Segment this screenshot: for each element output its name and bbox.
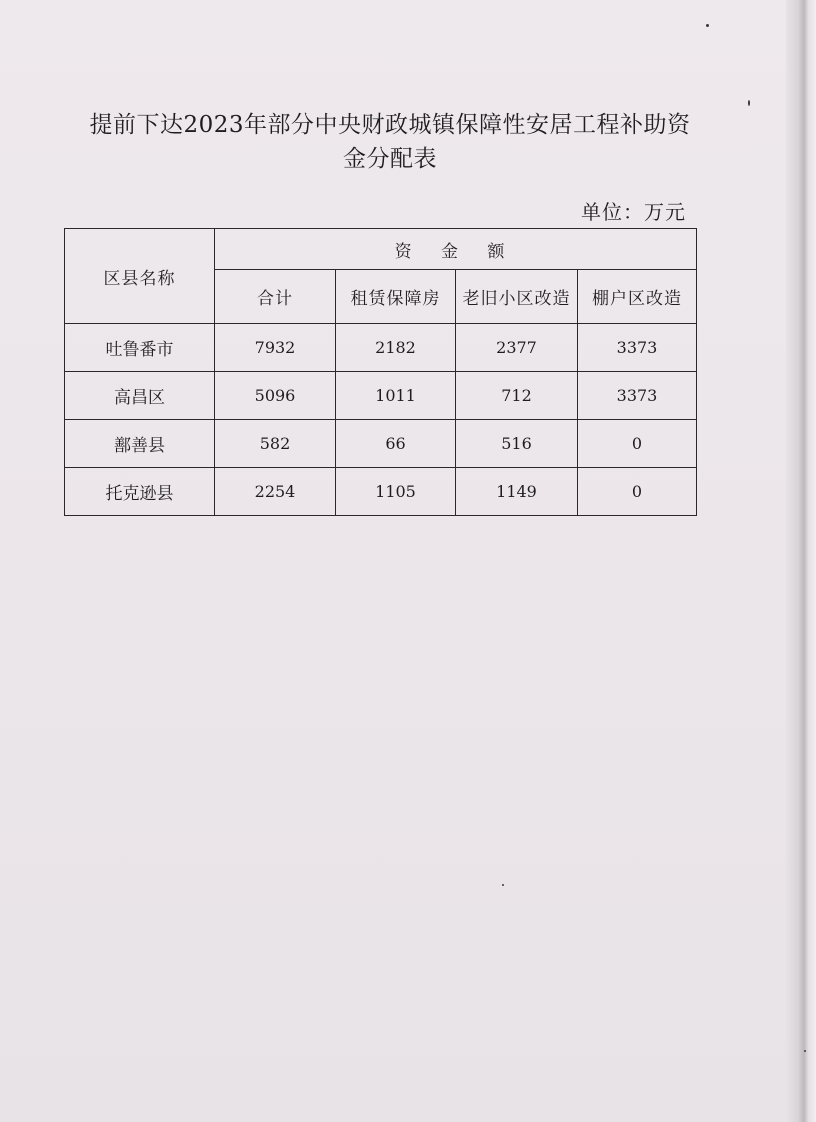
row-region-name: 托克逊县 <box>65 468 215 516</box>
row-region-name: 高昌区 <box>65 372 215 420</box>
allocation-table <box>64 228 697 516</box>
cell-shantytown: 0 <box>578 420 697 468</box>
header-old-community-renovation: 老旧小区改造 <box>456 270 578 324</box>
document-title <box>60 108 720 176</box>
scan-speck <box>502 884 504 886</box>
cell-old-community: 1149 <box>456 468 578 516</box>
table-row <box>65 420 697 468</box>
cell-rental-housing: 66 <box>336 420 456 468</box>
cell-rental-housing: 2182 <box>336 324 456 372</box>
scan-speck <box>706 24 709 27</box>
table-row <box>65 324 697 372</box>
title-line-1: 提前下达2023年部分中央财政城镇保障性安居工程补助资 <box>89 112 691 138</box>
cell-shantytown: 3373 <box>578 372 697 420</box>
table-row <box>65 372 697 420</box>
header-fund-amount: 资 金 额 <box>215 229 697 270</box>
header-total: 合计 <box>215 270 336 324</box>
cell-rental-housing: 1011 <box>336 372 456 420</box>
header-rental-housing: 租赁保障房 <box>336 270 456 324</box>
cell-total: 5096 <box>215 372 336 420</box>
header-shantytown-renovation: 棚户区改造 <box>578 270 697 324</box>
cell-old-community: 2377 <box>456 324 578 372</box>
table-row <box>65 468 697 516</box>
cell-total: 7932 <box>215 324 336 372</box>
cell-shantytown: 3373 <box>578 324 697 372</box>
cell-rental-housing: 1105 <box>336 468 456 516</box>
row-region-name: 吐鲁番市 <box>65 324 215 372</box>
page-edge-shadow <box>786 0 816 1122</box>
cell-total: 2254 <box>215 468 336 516</box>
row-region-name: 鄯善县 <box>65 420 215 468</box>
cell-total: 582 <box>215 420 336 468</box>
header-region: 区县名称 <box>65 229 215 324</box>
unit-label: 单位：万元 <box>581 200 686 224</box>
cell-old-community: 516 <box>456 420 578 468</box>
cell-old-community: 712 <box>456 372 578 420</box>
scan-speck <box>804 1050 806 1052</box>
cell-shantytown: 0 <box>578 468 697 516</box>
table-header-row <box>65 229 697 270</box>
scan-speck <box>748 100 750 106</box>
title-line-2: 金分配表 <box>343 146 437 172</box>
